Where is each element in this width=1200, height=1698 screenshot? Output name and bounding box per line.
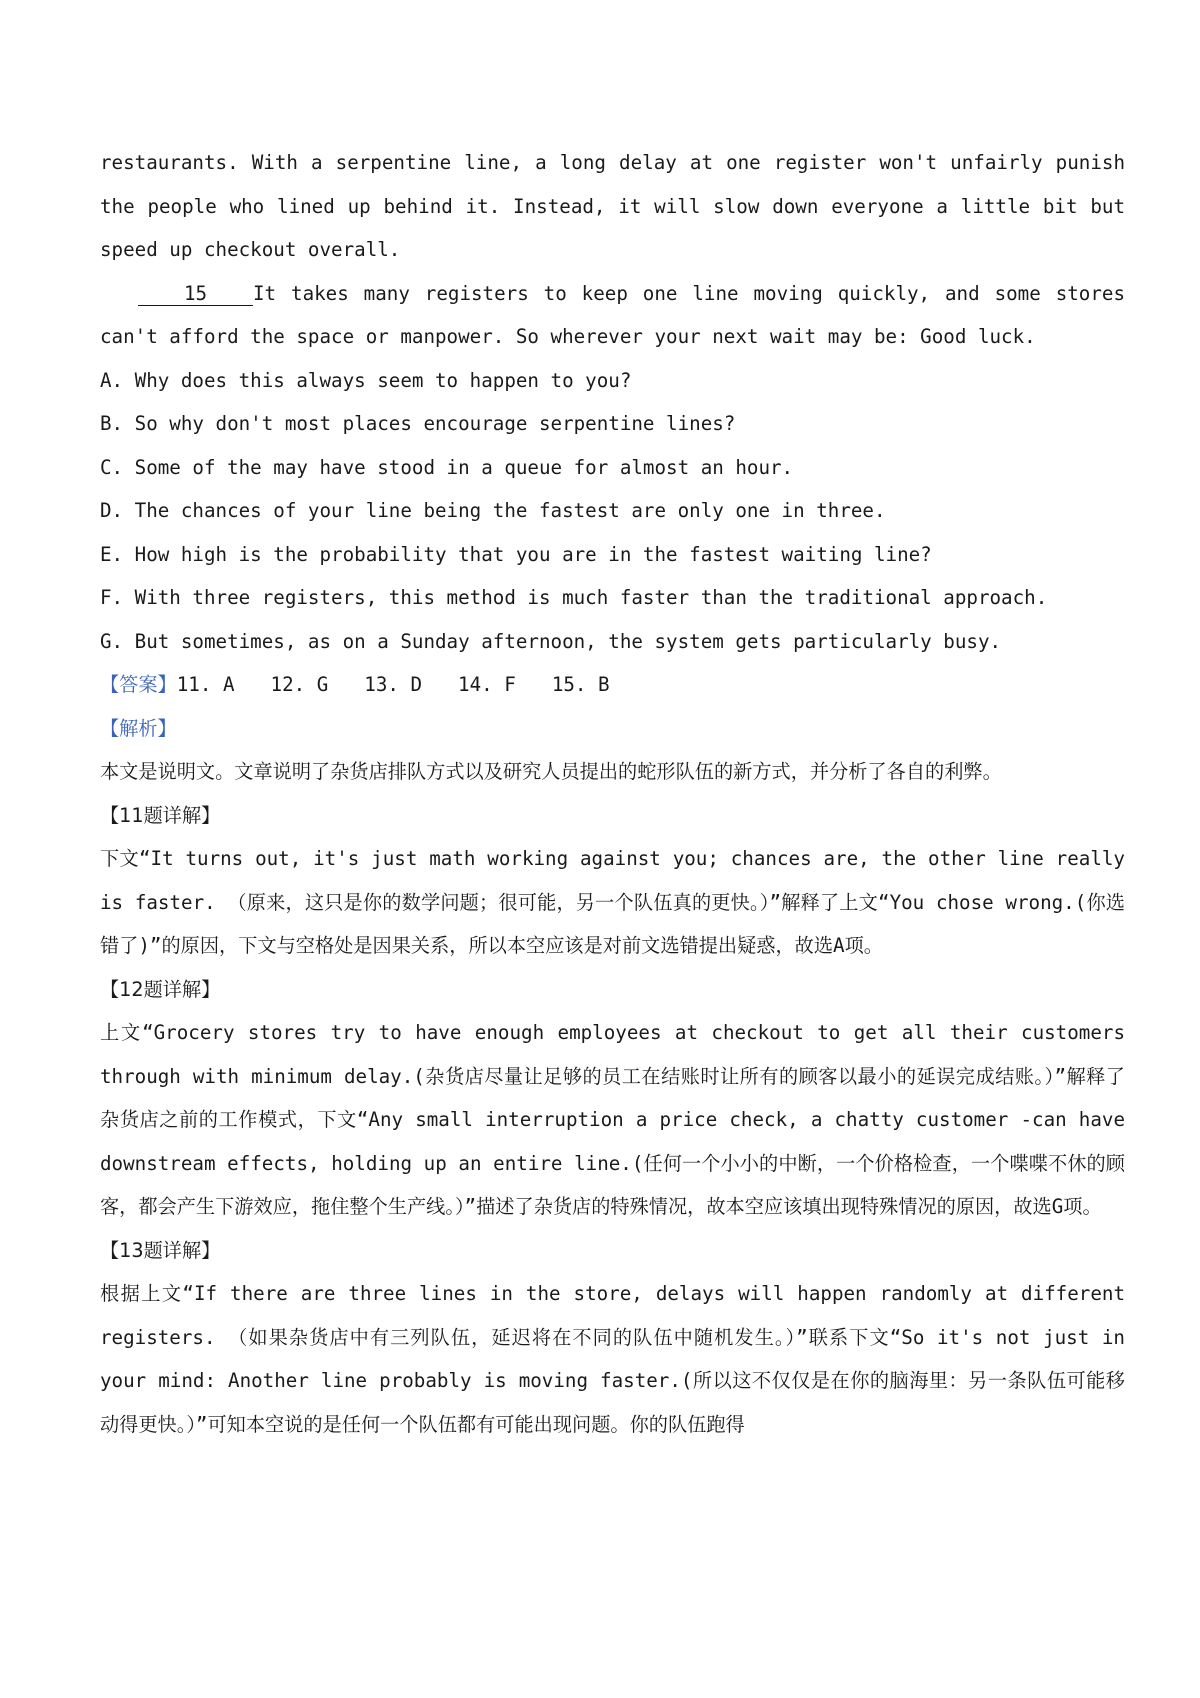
paragraph-15-text: It takes many registers to keep one line moving quickly, and some stores can't afford the space or manpower. So wherever your next wait may be: Good luck. bbox=[100, 281, 1125, 348]
option-g: G. But sometimes, as on a Sunday afternoon, the system gets particularly busy. bbox=[100, 629, 1002, 653]
answer-14: 14. F bbox=[458, 673, 516, 696]
answer-label: 【答案】 bbox=[100, 673, 177, 696]
option-a: A. Why does this always seem to happen to you? bbox=[100, 368, 632, 392]
answer-11: 11. A bbox=[176, 673, 235, 696]
q11-heading: 【11题详解】 bbox=[100, 803, 221, 827]
option-c: C. Some of the may have stood in a queue for almost an hour. bbox=[100, 455, 794, 479]
blank-15: 15 bbox=[138, 283, 253, 306]
analysis-summary: 本文是说明文。文章说明了杂货店排队方式以及研究人员提出的蛇形队伍的新方式，并分析了各自的利弊。 bbox=[100, 760, 1002, 783]
passage-paragraph-15 bbox=[100, 272, 1125, 359]
option-e: E. How high is the probability that you are in the fastest waiting line? bbox=[100, 542, 932, 566]
document-body bbox=[100, 141, 1125, 1446]
answer-line bbox=[100, 663, 1125, 707]
option-f: F. With three registers, this method is much faster than the traditional approach. bbox=[100, 586, 1048, 609]
q12-heading: 【12题详解】 bbox=[100, 977, 221, 1001]
option-d: D. The chances of your line being the fastest are only one in three. bbox=[100, 499, 886, 522]
option-b: B. So why don't most places encourage serpentine lines? bbox=[100, 412, 736, 435]
passage-paragraph-end: restaurants. With a serpentine line, a long delay at one register won't unfairly punish the people who lined up behind it. Instead, it will slow down everyone a little bit but speed up checkout overall. bbox=[100, 151, 1125, 261]
analysis-label: 【解析】 bbox=[100, 716, 177, 740]
q13-heading: 【13题详解】 bbox=[100, 1238, 221, 1262]
options-list bbox=[100, 359, 1125, 664]
analysis-label-line bbox=[100, 707, 1125, 751]
q12-explanation: 上文“Grocery stores try to have enough employees at checkout to get all their customers through with minimum delay.(杂货店尽量让足够的员工在结账时让所有的顾客以最小的延误完成结账。）”解释了杂货店之前的工作模式，下文“Any small interruption a price check, a chatty customer -can have downstream effects, holding up an entire line.(任何一个小小的中断，一个价格检查，一个喋喋不休的顾客，都会产生下游效应，拖住整个生产线。）”描述了杂货店的特殊情况，故本空应该填出现特殊情况的原因，故选G项。 bbox=[100, 1021, 1125, 1218]
q13-explanation: 根据上文“If there are three lines in the store, delays will happen randomly at different registers. （如果杂货店中有三列队伍，延迟将在不同的队伍中随机发生。）”联系下文“So it's not just in your mind: Another line probably is moving faster.(所以这不仅仅是在你的脑海里：另一条队伍可能移动得更快。）”可知本空说的是任何一个队伍都有可能出现问题。你的队伍跑得 bbox=[100, 1282, 1125, 1436]
answer-15: 15. B bbox=[551, 673, 610, 696]
answer-13: 13. D bbox=[364, 673, 423, 696]
q11-explanation: 下文“It turns out, it's just math working against you; chances are, the other line really is faster. （原来，这只是你的数学问题；很可能，另一个队伍真的更快。）”解释了上文“You chose wrong.(你选错了)”的原因，下文与空格处是因果关系，所以本空应该是对前文选错提出疑惑，故选A项。 bbox=[100, 847, 1125, 957]
answer-12: 12. G bbox=[270, 673, 329, 696]
